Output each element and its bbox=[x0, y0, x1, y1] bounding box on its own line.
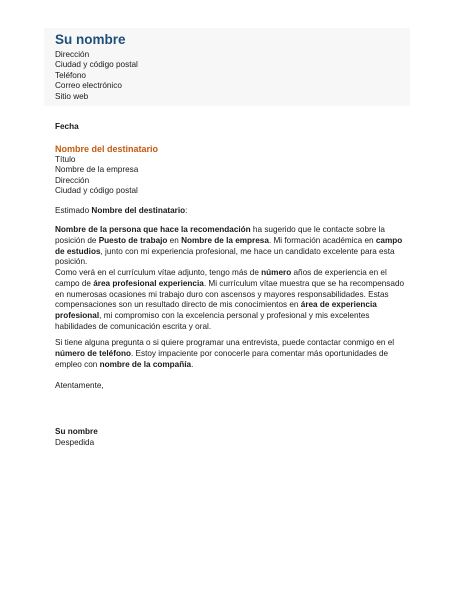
signature-name: Su nombre bbox=[55, 427, 98, 436]
date-label: Fecha bbox=[55, 122, 79, 131]
area-of-expertise: área de experiencia profesional bbox=[55, 300, 377, 321]
body-paragraph-2 bbox=[55, 268, 405, 333]
company-name-closing: nombre de la compañía bbox=[99, 359, 192, 369]
signature-closing-line: Despedida bbox=[55, 438, 95, 447]
text-run: Como verá en el currículum vítae adjunto, tengo más de bbox=[55, 268, 262, 277]
salutation bbox=[55, 206, 405, 217]
text-run: , mi compromiso con la excelencia personal y profesional y mis excelentes habilidades de comunicación escrita y oral. bbox=[55, 311, 370, 331]
text-run: . bbox=[191, 359, 194, 369]
field-of-study: campo de estudios bbox=[55, 235, 403, 256]
text-run: , junto con mi experiencia profesional, me hace un candidato excelente para esta posición. bbox=[55, 246, 395, 267]
text-run: Si tiene alguna pregunta o si quiere programar una entrevista, puede contactar conmigo en el bbox=[55, 338, 395, 347]
job-title: Puesto de trabajo bbox=[98, 235, 168, 245]
recipient-address-block bbox=[55, 155, 138, 197]
salutation-prefix: Estimado bbox=[55, 206, 92, 215]
salutation-name: Nombre del destinatario bbox=[91, 206, 186, 215]
recipient-address: Dirección bbox=[55, 175, 90, 185]
recipient-city-postal: Ciudad y código postal bbox=[55, 186, 138, 196]
text-run: . Estoy impaciente por conocerle para comentar más oportunidades de empleo con bbox=[55, 348, 389, 369]
company-name: Nombre de la empresa bbox=[181, 235, 269, 245]
recipient-company: Nombre de la empresa bbox=[55, 165, 139, 175]
sender-phone: Teléfono bbox=[55, 70, 86, 80]
recipient-name: Nombre del destinatario bbox=[55, 144, 159, 154]
text-run: en bbox=[167, 235, 182, 245]
sender-address-block bbox=[55, 50, 138, 102]
sender-address: Dirección bbox=[55, 50, 90, 59]
sender-city-postal: Ciudad y código postal bbox=[55, 60, 138, 70]
text-run: años de experiencia en el campo de bbox=[55, 268, 387, 288]
text-run: . Mi currículum vítae muestra que se ha recompensado en numerosas ocasiones mi trabajo duro con ascensos y mayores responsabilidades. Estas compensaciones son un resultado directo de mis conocimientos en bbox=[55, 278, 405, 310]
phone-number: número de teléfono bbox=[55, 348, 131, 358]
salutation-suffix: : bbox=[185, 206, 188, 215]
closing: Atentamente, bbox=[55, 381, 104, 390]
sender-website: Sitio web bbox=[55, 91, 89, 101]
referrer-name: Nombre de la persona que hace la recomendación bbox=[55, 225, 251, 234]
recipient-title: Título bbox=[55, 155, 76, 164]
body-paragraph-1 bbox=[55, 225, 405, 268]
body-paragraph-3 bbox=[55, 338, 405, 370]
text-run: ha sugerido que le contacte sobre la posición de bbox=[55, 225, 385, 245]
sender-name: Su nombre bbox=[55, 32, 126, 47]
text-run: . Mi formación académica en bbox=[268, 235, 376, 245]
professional-area: área profesional experiencia bbox=[93, 278, 204, 288]
sender-email: Correo electrónico bbox=[55, 81, 122, 91]
years-number: número bbox=[261, 268, 292, 277]
